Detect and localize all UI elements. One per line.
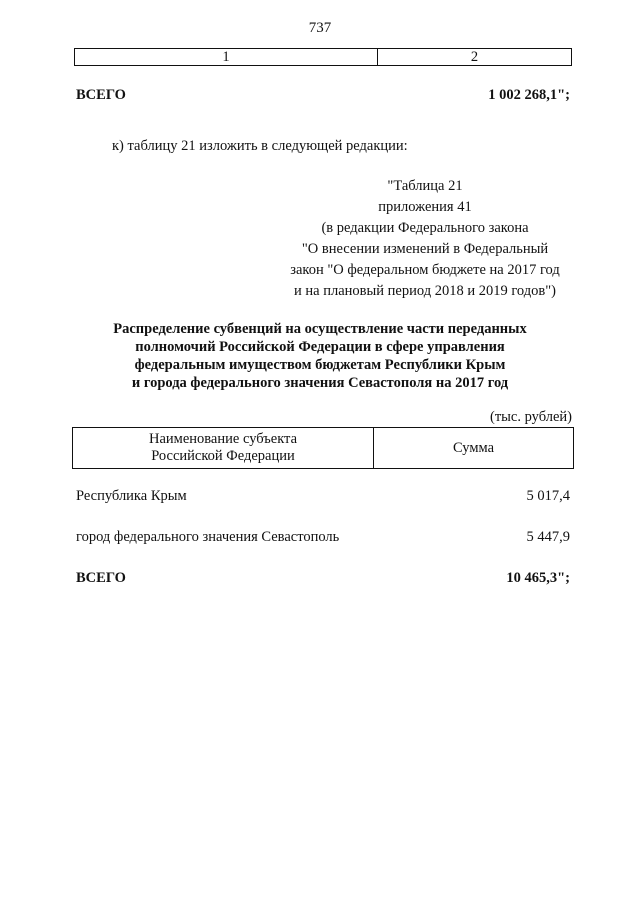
row-amount-sevastopol: 5 447,9: [526, 529, 570, 545]
document-heading: [60, 320, 580, 392]
table-header: [72, 427, 574, 469]
heading-line: Распределение субвенций на осуществление части переданных: [113, 321, 527, 337]
header-subject-line-1: Наименование субъекта: [148, 431, 298, 447]
row-name-crimea: Республика Крым: [76, 488, 187, 504]
heading-line: полномочий Российской Федерации в сфере управления: [135, 339, 505, 355]
column-number-2: 2: [470, 49, 479, 65]
caption-line: приложения 41: [378, 199, 472, 215]
header-subject-name: [73, 428, 374, 468]
previous-total-value: 1 002 268,1";: [488, 87, 570, 103]
table-total-value: 10 465,3";: [506, 570, 570, 586]
caption-line: закон "О федеральном бюджете на 2017 год: [290, 262, 560, 278]
page-number: 737: [308, 20, 332, 36]
header-amount: Сумма: [452, 439, 495, 456]
instruction-text: к) таблицу 21 изложить в следующей редакции:: [112, 138, 408, 154]
caption-line: (в редакции Федерального закона: [321, 220, 529, 236]
units-label: (тыс. рублей): [490, 409, 572, 425]
table-caption: [270, 176, 580, 302]
table-total-label: ВСЕГО: [76, 570, 126, 586]
column-number-header: [74, 48, 572, 66]
previous-total-label: ВСЕГО: [76, 87, 126, 103]
caption-line: "Таблица 21: [387, 178, 463, 194]
heading-line: и города федерального значения Севастополя на 2017 год: [131, 375, 509, 391]
column-number-1: 1: [75, 49, 378, 65]
row-name-sevastopol: город федерального значения Севастополь: [76, 529, 340, 545]
caption-line: и на плановый период 2018 и 2019 годов"): [294, 283, 556, 299]
heading-line: федеральным имуществом бюджетам Республики Крым: [134, 357, 506, 373]
caption-line: "О внесении изменений в Федеральный: [301, 241, 549, 257]
row-amount-crimea: 5 017,4: [526, 488, 570, 504]
header-subject-line-2: Российской Федерации: [151, 448, 295, 464]
